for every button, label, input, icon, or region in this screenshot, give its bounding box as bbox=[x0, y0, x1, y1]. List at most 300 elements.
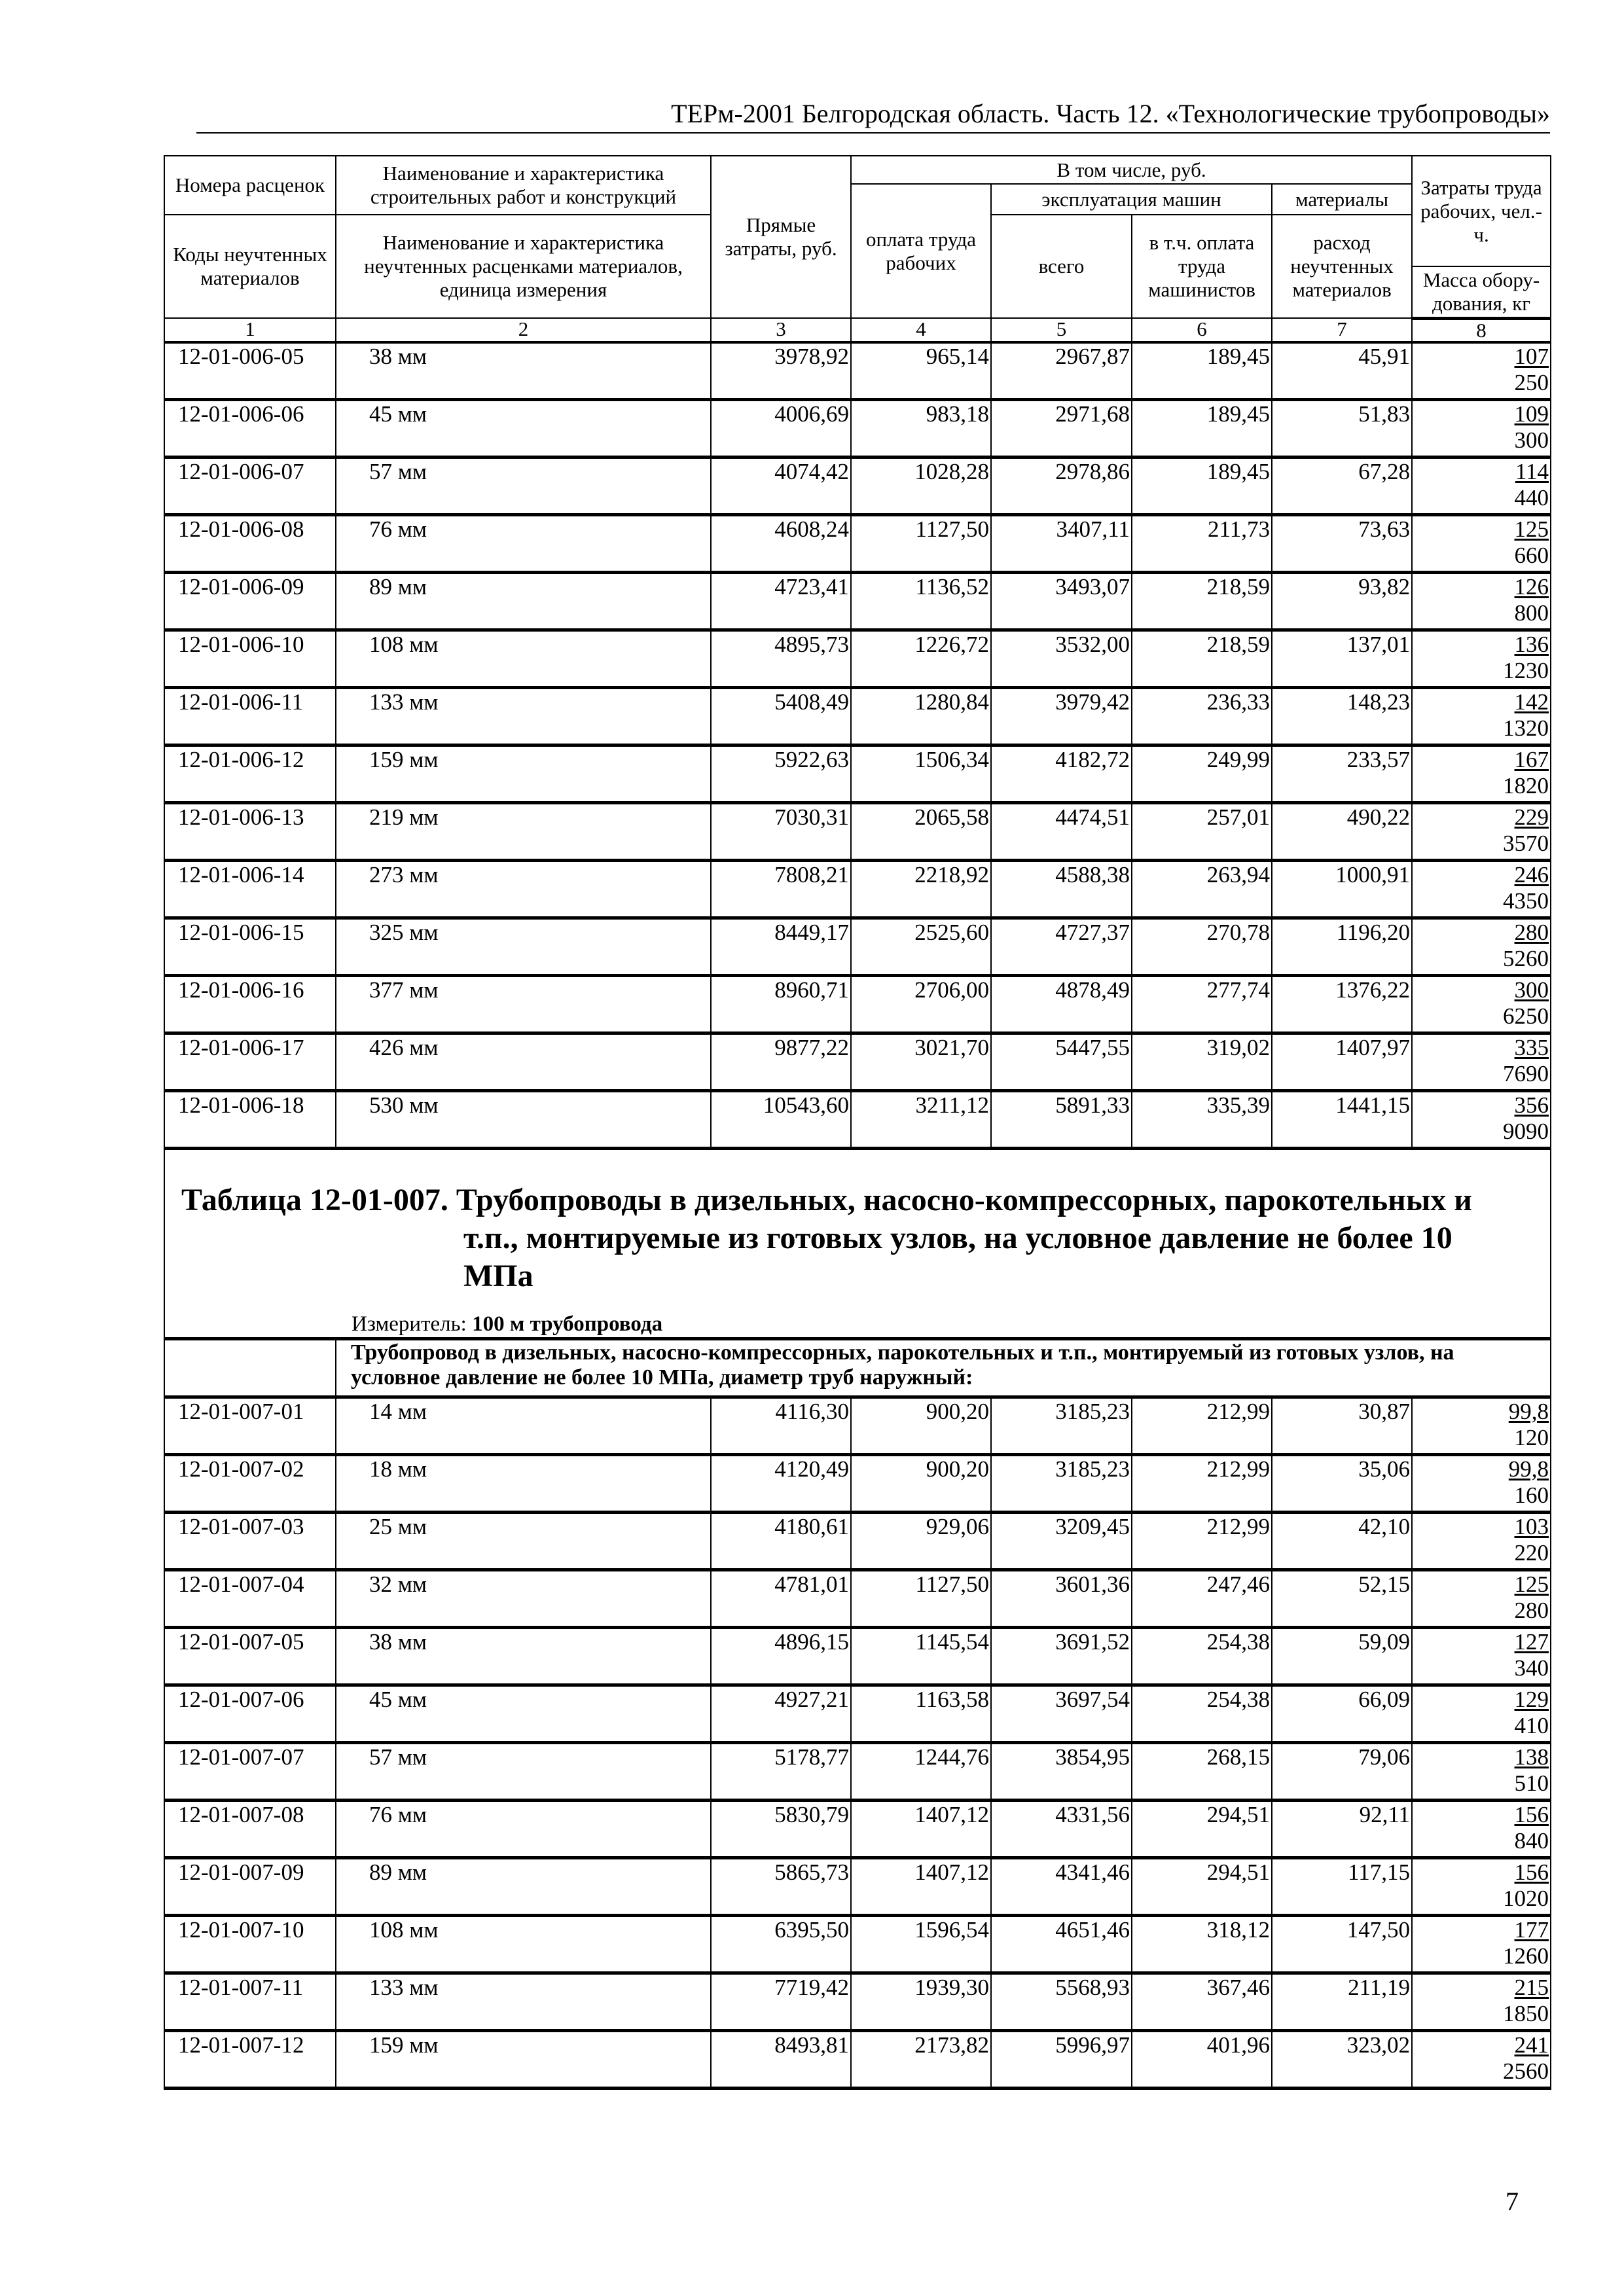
header-materials: материалы bbox=[1272, 184, 1412, 215]
machines-total: 5891,33 bbox=[991, 1090, 1132, 1148]
operator-pay: 189,45 bbox=[1132, 399, 1272, 457]
equipment-mass: 300 bbox=[1514, 427, 1549, 453]
header-direct-costs: Прямые затраты, руб. bbox=[711, 156, 851, 318]
labor-and-mass bbox=[1412, 2030, 1551, 2088]
worker-pay: 1136,52 bbox=[851, 572, 991, 630]
rate-name: 14 мм bbox=[336, 1397, 711, 1454]
worker-pay: 2525,60 bbox=[851, 918, 991, 975]
direct-costs: 4896,15 bbox=[711, 1627, 851, 1685]
materials-cost: 45,91 bbox=[1272, 342, 1412, 400]
table-row bbox=[164, 1915, 1551, 1973]
labor-hours: 109 bbox=[1514, 401, 1549, 427]
equipment-mass: 5260 bbox=[1503, 945, 1549, 971]
rate-name: 159 мм bbox=[336, 745, 711, 802]
measure-label: Измеритель: bbox=[352, 1312, 467, 1336]
labor-hours: 335 bbox=[1514, 1034, 1549, 1060]
direct-costs: 4074,42 bbox=[711, 457, 851, 514]
labor-and-mass bbox=[1412, 687, 1551, 745]
rate-name: 89 мм bbox=[336, 1857, 711, 1915]
materials-cost: 1196,20 bbox=[1272, 918, 1412, 975]
rate-code: 12-01-007-07 bbox=[164, 1742, 336, 1800]
rate-name: 108 мм bbox=[336, 1915, 711, 1973]
direct-costs: 8449,17 bbox=[711, 918, 851, 975]
table-row bbox=[164, 1685, 1551, 1742]
labor-and-mass bbox=[1412, 1915, 1551, 1973]
rate-code: 12-01-006-06 bbox=[164, 399, 336, 457]
labor-hours: 229 bbox=[1514, 804, 1549, 830]
equipment-mass: 160 bbox=[1514, 1482, 1549, 1508]
header-worker-pay: оплата труда рабочих bbox=[851, 184, 991, 318]
labor-and-mass bbox=[1412, 918, 1551, 975]
equipment-mass: 1850 bbox=[1503, 2000, 1549, 2026]
running-header: ТЕРм-2001 Белгородская область. Часть 12. «Технологические трубопроводы» bbox=[671, 99, 1550, 128]
subheading: Трубопровод в дизельных, насосно-компрессорных, парокотельных и т.п., монтируемый из готовых узлов, на условное давление не более 10 МПа, диаметр труб наружный: bbox=[336, 1338, 1551, 1397]
worker-pay: 1407,12 bbox=[851, 1800, 991, 1857]
labor-hours: 125 bbox=[1514, 516, 1549, 542]
rate-code: 12-01-006-17 bbox=[164, 1033, 336, 1090]
machines-total: 4341,46 bbox=[991, 1857, 1132, 1915]
operator-pay: 189,45 bbox=[1132, 457, 1272, 514]
column-number: 6 bbox=[1132, 318, 1272, 342]
worker-pay: 1939,30 bbox=[851, 1973, 991, 2030]
direct-costs: 4120,49 bbox=[711, 1454, 851, 1512]
rate-name: 57 мм bbox=[336, 1742, 711, 1800]
labor-hours: 127 bbox=[1514, 1628, 1549, 1655]
operator-pay: 319,02 bbox=[1132, 1033, 1272, 1090]
labor-hours: 356 bbox=[1514, 1092, 1549, 1118]
operator-pay: 318,12 bbox=[1132, 1915, 1272, 1973]
direct-costs: 5922,63 bbox=[711, 745, 851, 802]
materials-cost: 1441,15 bbox=[1272, 1090, 1412, 1148]
labor-and-mass bbox=[1412, 1973, 1551, 2030]
labor-hours: 177 bbox=[1514, 1916, 1549, 1943]
table-row bbox=[164, 1570, 1551, 1627]
labor-hours: 300 bbox=[1514, 977, 1549, 1003]
materials-cost: 52,15 bbox=[1272, 1570, 1412, 1627]
labor-and-mass bbox=[1412, 1742, 1551, 1800]
equipment-mass: 1820 bbox=[1503, 772, 1549, 798]
table-row bbox=[164, 1090, 1551, 1148]
equipment-mass: 6250 bbox=[1503, 1003, 1549, 1029]
labor-and-mass bbox=[1412, 1090, 1551, 1148]
direct-costs: 10543,60 bbox=[711, 1090, 851, 1148]
materials-cost: 73,63 bbox=[1272, 514, 1412, 572]
operator-pay: 367,46 bbox=[1132, 1973, 1272, 2030]
header-equipment-mass: Масса обору-дования, кг bbox=[1412, 266, 1551, 318]
labor-hours: 215 bbox=[1514, 1974, 1549, 2000]
rate-code: 12-01-007-01 bbox=[164, 1397, 336, 1454]
rate-code: 12-01-006-09 bbox=[164, 572, 336, 630]
rate-name: 25 мм bbox=[336, 1512, 711, 1570]
column-number: 5 bbox=[991, 318, 1132, 342]
equipment-mass: 220 bbox=[1514, 1539, 1549, 1566]
machines-total: 2978,86 bbox=[991, 457, 1132, 514]
rate-name: 159 мм bbox=[336, 2030, 711, 2088]
rates-table bbox=[164, 155, 1551, 2090]
direct-costs: 4723,41 bbox=[711, 572, 851, 630]
worker-pay: 2218,92 bbox=[851, 860, 991, 918]
labor-and-mass bbox=[1412, 1800, 1551, 1857]
equipment-mass: 9090 bbox=[1503, 1118, 1549, 1144]
worker-pay: 1028,28 bbox=[851, 457, 991, 514]
labor-and-mass bbox=[1412, 1033, 1551, 1090]
direct-costs: 5408,49 bbox=[711, 687, 851, 745]
equipment-mass: 7690 bbox=[1503, 1060, 1549, 1086]
labor-hours: 241 bbox=[1514, 2032, 1549, 2058]
labor-and-mass bbox=[1412, 1397, 1551, 1454]
labor-and-mass bbox=[1412, 399, 1551, 457]
subheading-row bbox=[164, 1338, 1551, 1397]
equipment-mass: 2560 bbox=[1503, 2058, 1549, 2084]
rate-name: 76 мм bbox=[336, 514, 711, 572]
labor-hours: 156 bbox=[1514, 1859, 1549, 1885]
direct-costs: 7030,31 bbox=[711, 802, 851, 860]
rate-name: 45 мм bbox=[336, 1685, 711, 1742]
materials-cost: 1376,22 bbox=[1272, 975, 1412, 1033]
labor-and-mass bbox=[1412, 1512, 1551, 1570]
operator-pay: 254,38 bbox=[1132, 1685, 1272, 1742]
equipment-mass: 1320 bbox=[1503, 715, 1549, 741]
operator-pay: 263,94 bbox=[1132, 860, 1272, 918]
rate-code: 12-01-007-10 bbox=[164, 1915, 336, 1973]
table-title: Таблица 12-01-007. Трубопроводы в дизельных, насосно-компрессорных, парокотельных и т.п., монтируемые из готовых узлов, на условное давление не более 10 МПа bbox=[181, 1182, 1472, 1293]
direct-costs: 3978,92 bbox=[711, 342, 851, 400]
table-row bbox=[164, 1033, 1551, 1090]
machines-total: 4588,38 bbox=[991, 860, 1132, 918]
column-number: 1 bbox=[164, 318, 336, 342]
table-row bbox=[164, 918, 1551, 975]
rate-code: 12-01-007-02 bbox=[164, 1454, 336, 1512]
equipment-mass: 800 bbox=[1514, 600, 1549, 626]
equipment-mass: 410 bbox=[1514, 1712, 1549, 1738]
measure-value: 100 м трубопровода bbox=[472, 1312, 663, 1336]
materials-cost: 1000,91 bbox=[1272, 860, 1412, 918]
table-row bbox=[164, 457, 1551, 514]
worker-pay: 1226,72 bbox=[851, 630, 991, 687]
worker-pay: 1244,76 bbox=[851, 1742, 991, 1800]
operator-pay: 294,51 bbox=[1132, 1800, 1272, 1857]
table-title-row bbox=[164, 1148, 1551, 1338]
labor-and-mass bbox=[1412, 745, 1551, 802]
machines-total: 4331,56 bbox=[991, 1800, 1132, 1857]
equipment-mass: 510 bbox=[1514, 1770, 1549, 1796]
header-rate-numbers: Номера расценок bbox=[164, 156, 336, 215]
rate-name: 57 мм bbox=[336, 457, 711, 514]
operator-pay: 268,15 bbox=[1132, 1742, 1272, 1800]
machines-total: 2967,87 bbox=[991, 342, 1132, 400]
labor-hours: 107 bbox=[1514, 343, 1549, 369]
labor-hours: 114 bbox=[1515, 458, 1549, 484]
labor-and-mass bbox=[1412, 1627, 1551, 1685]
machines-total: 3854,95 bbox=[991, 1742, 1132, 1800]
machines-total: 3407,11 bbox=[991, 514, 1132, 572]
equipment-mass: 120 bbox=[1514, 1424, 1549, 1450]
rate-code: 12-01-006-14 bbox=[164, 860, 336, 918]
worker-pay: 1407,12 bbox=[851, 1857, 991, 1915]
table-row bbox=[164, 745, 1551, 802]
materials-cost: 51,83 bbox=[1272, 399, 1412, 457]
labor-hours: 280 bbox=[1514, 919, 1549, 945]
labor-hours: 156 bbox=[1514, 1801, 1549, 1827]
direct-costs: 4116,30 bbox=[711, 1397, 851, 1454]
header-unaccounted-materials: расход неучтенных материалов bbox=[1272, 215, 1412, 318]
operator-pay: 212,99 bbox=[1132, 1397, 1272, 1454]
equipment-mass: 250 bbox=[1514, 369, 1549, 395]
rate-code: 12-01-006-16 bbox=[164, 975, 336, 1033]
header-machine-operation: эксплуатация машин bbox=[991, 184, 1272, 215]
header-material-codes: Коды неучтенных материалов bbox=[164, 215, 336, 318]
table-row bbox=[164, 514, 1551, 572]
direct-costs: 7719,42 bbox=[711, 1973, 851, 2030]
rate-name: 38 мм bbox=[336, 342, 711, 400]
table-row bbox=[164, 1800, 1551, 1857]
rate-code: 12-01-006-10 bbox=[164, 630, 336, 687]
equipment-mass: 840 bbox=[1514, 1827, 1549, 1854]
header-labor-costs: Затраты труда рабочих, чел.-ч. bbox=[1412, 156, 1551, 266]
labor-hours: 138 bbox=[1514, 1744, 1549, 1770]
operator-pay: 277,74 bbox=[1132, 975, 1272, 1033]
rate-name: 108 мм bbox=[336, 630, 711, 687]
materials-cost: 66,09 bbox=[1272, 1685, 1412, 1742]
rate-code: 12-01-007-04 bbox=[164, 1570, 336, 1627]
worker-pay: 2173,82 bbox=[851, 2030, 991, 2088]
labor-and-mass bbox=[1412, 1857, 1551, 1915]
labor-hours: 125 bbox=[1514, 1571, 1549, 1597]
operator-pay: 236,33 bbox=[1132, 687, 1272, 745]
header-including: В том числе, руб. bbox=[851, 156, 1412, 184]
direct-costs: 4781,01 bbox=[711, 1570, 851, 1627]
labor-and-mass bbox=[1412, 514, 1551, 572]
direct-costs: 9877,22 bbox=[711, 1033, 851, 1090]
column-number: 4 bbox=[851, 318, 991, 342]
operator-pay: 401,96 bbox=[1132, 2030, 1272, 2088]
equipment-mass: 3570 bbox=[1503, 830, 1549, 856]
worker-pay: 1127,50 bbox=[851, 514, 991, 572]
rate-code: 12-01-007-09 bbox=[164, 1857, 336, 1915]
operator-pay: 254,38 bbox=[1132, 1627, 1272, 1685]
machines-total: 5996,97 bbox=[991, 2030, 1132, 2088]
column-number: 8 bbox=[1412, 318, 1551, 342]
materials-cost: 490,22 bbox=[1272, 802, 1412, 860]
machines-total: 5568,93 bbox=[991, 1973, 1132, 2030]
column-number: 3 bbox=[711, 318, 851, 342]
machines-total: 3979,42 bbox=[991, 687, 1132, 745]
labor-hours: 129 bbox=[1514, 1686, 1549, 1712]
materials-cost: 211,19 bbox=[1272, 1973, 1412, 2030]
equipment-mass: 1230 bbox=[1503, 657, 1549, 683]
worker-pay: 3021,70 bbox=[851, 1033, 991, 1090]
operator-pay: 257,01 bbox=[1132, 802, 1272, 860]
worker-pay: 1163,58 bbox=[851, 1685, 991, 1742]
rate-code: 12-01-006-12 bbox=[164, 745, 336, 802]
worker-pay: 900,20 bbox=[851, 1397, 991, 1454]
materials-cost: 323,02 bbox=[1272, 2030, 1412, 2088]
rate-name: 45 мм bbox=[336, 399, 711, 457]
rate-name: 76 мм bbox=[336, 1800, 711, 1857]
labor-and-mass bbox=[1412, 457, 1551, 514]
materials-cost: 147,50 bbox=[1272, 1915, 1412, 1973]
rate-name: 133 мм bbox=[336, 687, 711, 745]
empty-cell bbox=[164, 1338, 336, 1397]
labor-and-mass bbox=[1412, 1570, 1551, 1627]
rate-code: 12-01-007-11 bbox=[164, 1973, 336, 2030]
rate-name: 133 мм bbox=[336, 1973, 711, 2030]
machines-total: 3691,52 bbox=[991, 1627, 1132, 1685]
rate-name: 38 мм bbox=[336, 1627, 711, 1685]
table-row bbox=[164, 1973, 1551, 2030]
rate-code: 12-01-006-18 bbox=[164, 1090, 336, 1148]
rate-code: 12-01-007-12 bbox=[164, 2030, 336, 2088]
labor-and-mass bbox=[1412, 802, 1551, 860]
rate-code: 12-01-007-08 bbox=[164, 1800, 336, 1857]
table-row bbox=[164, 1512, 1551, 1570]
operator-pay: 212,99 bbox=[1132, 1454, 1272, 1512]
materials-cost: 92,11 bbox=[1272, 1800, 1412, 1857]
worker-pay: 900,20 bbox=[851, 1454, 991, 1512]
rate-code: 12-01-007-05 bbox=[164, 1627, 336, 1685]
machines-total: 4651,46 bbox=[991, 1915, 1132, 1973]
operator-pay: 249,99 bbox=[1132, 745, 1272, 802]
materials-cost: 233,57 bbox=[1272, 745, 1412, 802]
worker-pay: 1280,84 bbox=[851, 687, 991, 745]
labor-and-mass bbox=[1412, 342, 1551, 400]
rate-name: 426 мм bbox=[336, 1033, 711, 1090]
materials-cost: 35,06 bbox=[1272, 1454, 1412, 1512]
equipment-mass: 280 bbox=[1514, 1597, 1549, 1623]
labor-hours: 99,8 bbox=[1508, 1456, 1549, 1482]
rate-name: 530 мм bbox=[336, 1090, 711, 1148]
labor-hours: 142 bbox=[1514, 689, 1549, 715]
materials-cost: 137,01 bbox=[1272, 630, 1412, 687]
direct-costs: 4895,73 bbox=[711, 630, 851, 687]
table-row bbox=[164, 2030, 1551, 2088]
labor-hours: 126 bbox=[1514, 573, 1549, 600]
direct-costs: 5830,79 bbox=[711, 1800, 851, 1857]
table-title-cell bbox=[164, 1148, 1551, 1338]
rate-code: 12-01-006-15 bbox=[164, 918, 336, 975]
direct-costs: 4180,61 bbox=[711, 1512, 851, 1570]
equipment-mass: 440 bbox=[1514, 484, 1549, 511]
table-row bbox=[164, 975, 1551, 1033]
worker-pay: 965,14 bbox=[851, 342, 991, 400]
worker-pay: 3211,12 bbox=[851, 1090, 991, 1148]
materials-cost: 59,09 bbox=[1272, 1627, 1412, 1685]
materials-cost: 79,06 bbox=[1272, 1742, 1412, 1800]
rate-code: 12-01-007-06 bbox=[164, 1685, 336, 1742]
header-rule bbox=[196, 132, 1550, 134]
rate-code: 12-01-006-08 bbox=[164, 514, 336, 572]
operator-pay: 247,46 bbox=[1132, 1570, 1272, 1627]
materials-cost: 117,15 bbox=[1272, 1857, 1412, 1915]
operator-pay: 218,59 bbox=[1132, 572, 1272, 630]
worker-pay: 983,18 bbox=[851, 399, 991, 457]
materials-cost: 67,28 bbox=[1272, 457, 1412, 514]
rate-name: 32 мм bbox=[336, 1570, 711, 1627]
rate-code: 12-01-006-07 bbox=[164, 457, 336, 514]
table-row bbox=[164, 860, 1551, 918]
worker-pay: 1506,34 bbox=[851, 745, 991, 802]
operator-pay: 211,73 bbox=[1132, 514, 1272, 572]
machines-total: 4878,49 bbox=[991, 975, 1132, 1033]
table-row bbox=[164, 1397, 1551, 1454]
rate-name: 377 мм bbox=[336, 975, 711, 1033]
materials-cost: 148,23 bbox=[1272, 687, 1412, 745]
operator-pay: 189,45 bbox=[1132, 342, 1272, 400]
direct-costs: 8960,71 bbox=[711, 975, 851, 1033]
machines-total: 3532,00 bbox=[991, 630, 1132, 687]
table-row bbox=[164, 1742, 1551, 1800]
labor-and-mass bbox=[1412, 1454, 1551, 1512]
direct-costs: 5178,77 bbox=[711, 1742, 851, 1800]
direct-costs: 5865,73 bbox=[711, 1857, 851, 1915]
direct-costs: 4608,24 bbox=[711, 514, 851, 572]
operator-pay: 294,51 bbox=[1132, 1857, 1272, 1915]
rate-code: 12-01-006-13 bbox=[164, 802, 336, 860]
worker-pay: 1596,54 bbox=[851, 1915, 991, 1973]
table-row bbox=[164, 802, 1551, 860]
direct-costs: 8493,81 bbox=[711, 2030, 851, 2088]
header-work-name: Наименование и характеристика строительных работ и конструкций bbox=[336, 156, 711, 215]
rate-name: 18 мм bbox=[336, 1454, 711, 1512]
rate-name: 219 мм bbox=[336, 802, 711, 860]
machines-total: 3601,36 bbox=[991, 1570, 1132, 1627]
machines-total: 3209,45 bbox=[991, 1512, 1132, 1570]
worker-pay: 2065,58 bbox=[851, 802, 991, 860]
worker-pay: 1127,50 bbox=[851, 1570, 991, 1627]
table-row bbox=[164, 1627, 1551, 1685]
table-row bbox=[164, 1454, 1551, 1512]
direct-costs: 4006,69 bbox=[711, 399, 851, 457]
column-number: 2 bbox=[336, 318, 711, 342]
table-row bbox=[164, 342, 1551, 400]
header-operator-pay: в т.ч. оплата труда машинистов bbox=[1132, 215, 1272, 318]
operator-pay: 212,99 bbox=[1132, 1512, 1272, 1570]
direct-costs: 6395,50 bbox=[711, 1915, 851, 1973]
labor-and-mass bbox=[1412, 630, 1551, 687]
machines-total: 3697,54 bbox=[991, 1685, 1132, 1742]
direct-costs: 4927,21 bbox=[711, 1685, 851, 1742]
worker-pay: 929,06 bbox=[851, 1512, 991, 1570]
operator-pay: 270,78 bbox=[1132, 918, 1272, 975]
machines-total: 3185,23 bbox=[991, 1454, 1132, 1512]
materials-cost: 93,82 bbox=[1272, 572, 1412, 630]
rate-code: 12-01-006-05 bbox=[164, 342, 336, 400]
machines-total: 4727,37 bbox=[991, 918, 1132, 975]
operator-pay: 335,39 bbox=[1132, 1090, 1272, 1148]
labor-and-mass bbox=[1412, 975, 1551, 1033]
equipment-mass: 1260 bbox=[1503, 1943, 1549, 1969]
rate-name: 273 мм bbox=[336, 860, 711, 918]
labor-and-mass bbox=[1412, 572, 1551, 630]
worker-pay: 2706,00 bbox=[851, 975, 991, 1033]
rate-name: 89 мм bbox=[336, 572, 711, 630]
labor-hours: 136 bbox=[1514, 631, 1549, 657]
rate-code: 12-01-007-03 bbox=[164, 1512, 336, 1570]
column-number: 7 bbox=[1272, 318, 1412, 342]
materials-cost: 30,87 bbox=[1272, 1397, 1412, 1454]
labor-hours: 99,8 bbox=[1508, 1398, 1549, 1424]
labor-and-mass bbox=[1412, 1685, 1551, 1742]
machines-total: 4182,72 bbox=[991, 745, 1132, 802]
materials-cost: 1407,97 bbox=[1272, 1033, 1412, 1090]
machines-total: 3185,23 bbox=[991, 1397, 1132, 1454]
table-row bbox=[164, 399, 1551, 457]
materials-cost: 42,10 bbox=[1272, 1512, 1412, 1570]
equipment-mass: 660 bbox=[1514, 542, 1549, 568]
direct-costs: 7808,21 bbox=[711, 860, 851, 918]
rate-name: 325 мм bbox=[336, 918, 711, 975]
measure-unit bbox=[352, 1311, 1550, 1337]
